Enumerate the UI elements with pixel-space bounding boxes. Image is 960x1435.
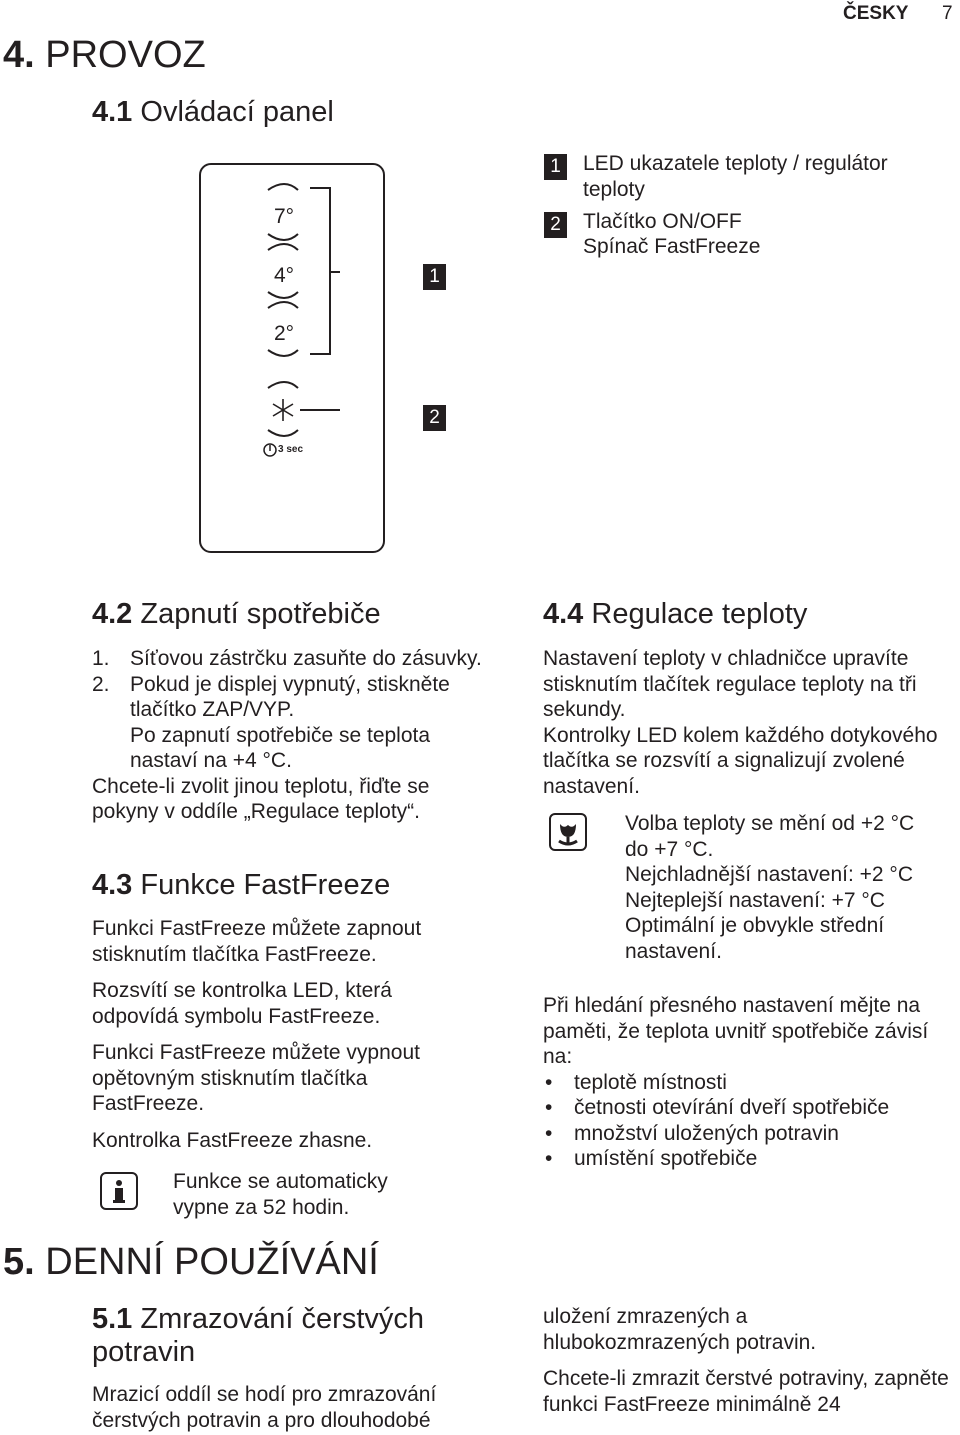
temp-label-2: 2° xyxy=(274,322,295,345)
step-2-text: Pokud je displej vypnutý, stiskněte tlačítko ZAP/VYP. xyxy=(130,672,450,721)
header-language: ČESKY xyxy=(843,3,909,24)
tip-line-1: Volba teploty se mění od +2 °C do +7 °C. xyxy=(625,812,915,861)
section-4-3-number: 4.3 xyxy=(92,869,133,901)
section-4-1-heading xyxy=(92,96,334,129)
tip-line-2: Nejchladnější nastavení: +2 °C xyxy=(625,863,913,886)
legend-num-1: 1 xyxy=(544,154,567,180)
section-4-2-number: 4.2 xyxy=(92,598,133,630)
legend-text-2b: Spínač FastFreeze xyxy=(583,235,761,258)
fastfreeze-p3: Funkci FastFreeze můžete vypnout opětovným stisknutím tlačítka FastFreeze. xyxy=(92,1041,420,1115)
section-4-4-body-2 xyxy=(543,993,955,1172)
section-4-title: PROVOZ xyxy=(45,34,206,76)
step-2-note: Po zapnutí spotřebiče se teplota nastaví na +4 °C. xyxy=(130,723,431,772)
bullet-1: • teplotě místnosti xyxy=(545,1070,727,1094)
section-5-1-number: 5.1 xyxy=(92,1303,133,1335)
section-5-1-heading xyxy=(92,1303,472,1369)
section-5-heading xyxy=(3,1240,379,1284)
page-number: 7 xyxy=(942,3,953,24)
section-4-4-title: Regulace teploty xyxy=(591,598,808,630)
section-4-1-title: Ovládací panel xyxy=(140,96,334,128)
section-5-1-p3: Chcete-li zmrazit čerstvé potraviny, zapněte funkci FastFreeze minimálně 24 xyxy=(543,1367,949,1416)
step-1-text: Síťovou zástrčku zasuňte do zásuvky. xyxy=(130,647,482,670)
step-2 xyxy=(92,672,492,723)
section-5-1-p2: uložení zmrazených a hlubokozmrazených potravin. xyxy=(543,1305,817,1354)
section-4-2-heading xyxy=(92,598,381,631)
section-5-title: DENNÍ POUŽÍVÁNÍ xyxy=(45,1241,379,1283)
tip-line-3: Nejteplejší nastavení: +7 °C xyxy=(625,888,885,912)
section-5-1-p1: Mrazicí oddíl se hodí pro zmrazování čerstvých potravin a pro dlouhodobé xyxy=(92,1383,437,1432)
bullet-3: • množství uložených potravin xyxy=(545,1121,839,1145)
control-panel-buttons xyxy=(250,180,340,470)
temp-control-p2: Kontrolky LED kolem každého dotykového tlačítka se rozsvítí a signalizují zvolené nastavení. xyxy=(543,723,938,798)
temp-control-p3: Při hledání přesného nastavení mějte na paměti, že teplota uvnitř spotřebiče závisí na: xyxy=(543,994,929,1068)
fastfreeze-p4: Kontrolka FastFreeze zhasne. xyxy=(92,1128,373,1152)
step-1-number: 1. xyxy=(92,647,110,670)
section-4-3-heading xyxy=(92,869,390,902)
section-4-4-number: 4.4 xyxy=(543,598,584,630)
bullet-4-text: umístění spotřebiče xyxy=(574,1147,758,1170)
bullet-1-text: teplotě místnosti xyxy=(574,1070,727,1094)
section-4-number: 4. xyxy=(3,34,35,76)
tip-line-4: Optimální je obvykle střední nastavení. xyxy=(625,914,885,963)
snowflake-icon xyxy=(273,399,293,421)
hold-duration-label: 3 sec xyxy=(278,444,304,455)
step-2-number: 2. xyxy=(92,672,110,696)
section-4-3-title: Funkce FastFreeze xyxy=(140,869,391,901)
info-icon xyxy=(100,1172,138,1210)
temp-control-p1: Nastavení teploty v chladničce upravíte stisknutím tlačítek regulace teploty na tři sekundy. xyxy=(543,647,917,721)
tip-text xyxy=(625,811,925,964)
bullet-3-text: množství uložených potravin xyxy=(574,1121,839,1145)
section-4-3-body xyxy=(92,916,477,1153)
section-5-1-title: Zmrazování čerstvých potravin xyxy=(92,1303,425,1368)
callout-1: 1 xyxy=(423,264,446,290)
legend-text-2a: Tlačítko ON/OFF xyxy=(583,210,742,233)
step-1 xyxy=(92,646,492,672)
temp-label-7: 7° xyxy=(274,205,295,228)
section-4-4-body xyxy=(543,646,953,799)
section-4-1-number: 4.1 xyxy=(92,96,133,128)
section-4-2-body xyxy=(92,646,492,825)
section-4-2-title: Zapnutí spotřebiče xyxy=(140,598,381,630)
temp-label-4: 4° xyxy=(274,264,295,287)
legend-num-2: 2 xyxy=(544,212,567,238)
fastfreeze-p1: Funkci FastFreeze můžete zapnout stisknutím tlačítka FastFreeze. xyxy=(92,917,422,966)
bullet-4: • umístění spotřebiče xyxy=(545,1147,758,1170)
tip-icon xyxy=(549,813,587,851)
callout-2: 2 xyxy=(423,405,446,431)
info-text: Funkce se automaticky vypne za 52 hodin. xyxy=(173,1170,388,1219)
section-4-2-para: Chcete-li zvolit jinou teplotu, řiďte se pokyny v oddíle „Regulace teploty“. xyxy=(92,774,430,823)
section-4-heading xyxy=(3,33,206,77)
fastfreeze-p2: Rozsvítí se kontrolka LED, která odpovídá symbolu FastFreeze. xyxy=(92,979,392,1028)
bullet-2-text: četnosti otevírání dveří spotřebiče xyxy=(574,1096,890,1119)
section-5-number: 5. xyxy=(3,1241,35,1283)
legend-text-1: LED ukazatele teploty / regulátor teploty xyxy=(583,152,888,201)
section-4-4-heading xyxy=(543,598,807,631)
bullet-2: • četnosti otevírání dveří spotřebiče xyxy=(545,1096,890,1119)
